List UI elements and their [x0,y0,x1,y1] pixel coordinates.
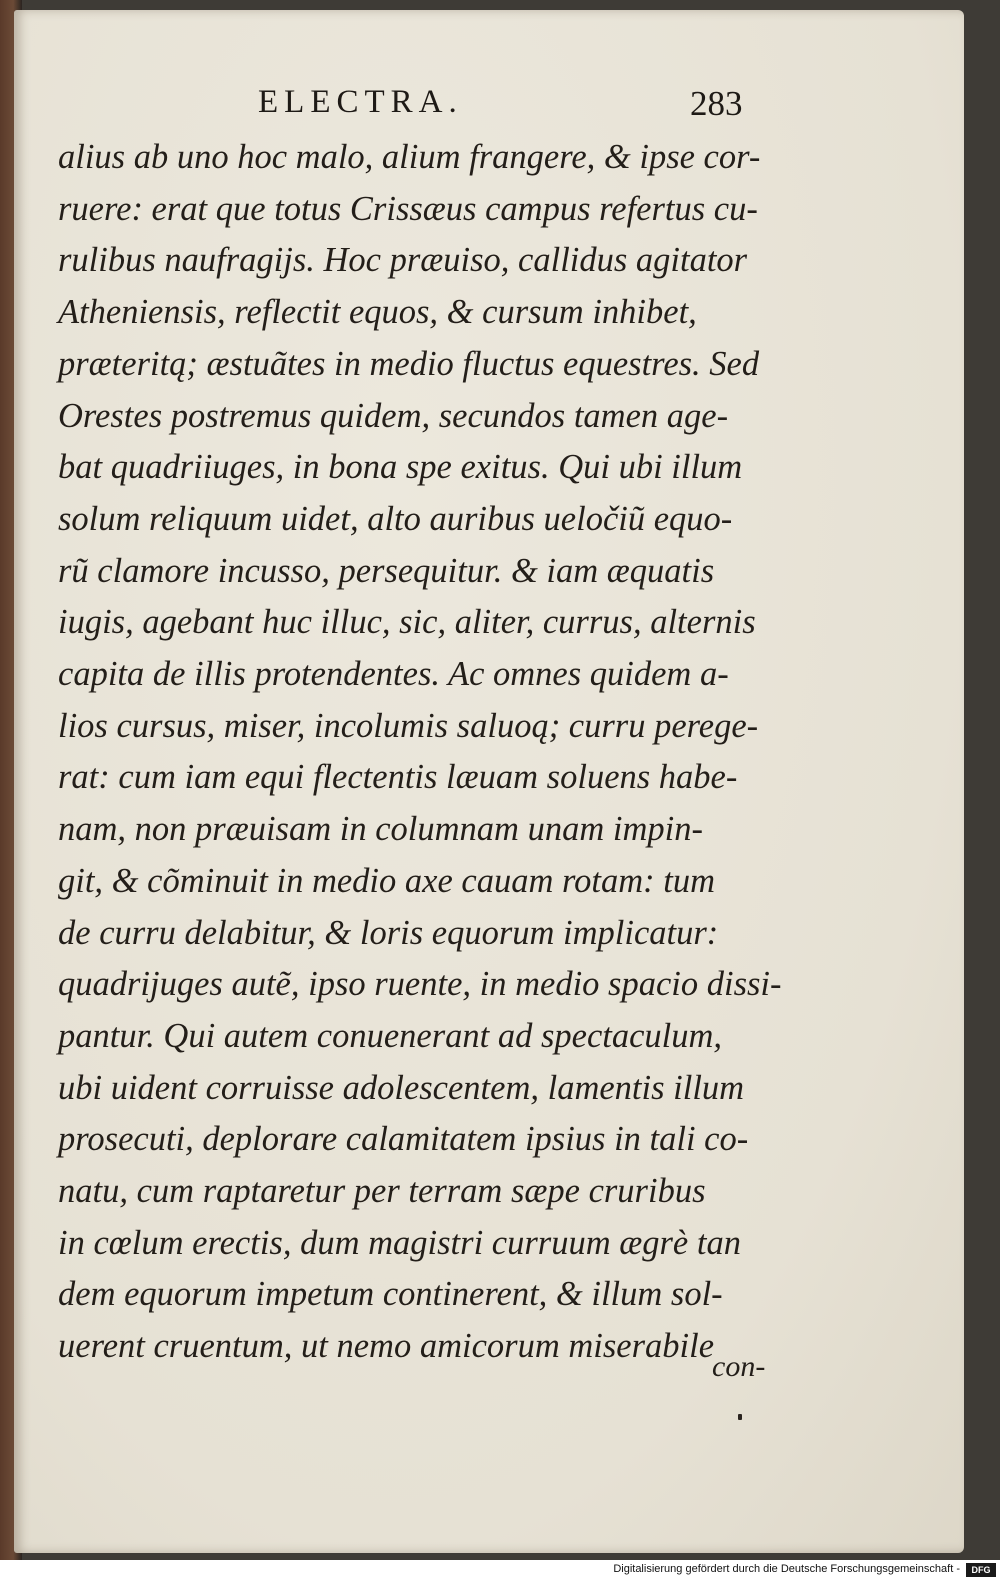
text-line: natu, cum raptaretur per terram sæpe cruribus [58,1172,706,1211]
dfg-logo-icon: DFG [966,1563,996,1577]
text-line: Orestes postremus quidem, secundos tamen age- [58,396,729,435]
text-line: rũ clamore incusso, persequitur. & iam æquatis [58,551,715,590]
text-line: pantur. Qui autem conuenerant ad spectaculum, [58,1016,723,1055]
body-text [58,132,798,1373]
text-line: nam, non præuisam in columnam unam impin- [58,810,703,849]
text-line: solum reliquum uidet, alto auribus ueločiũ equo- [58,499,733,538]
ink-fleck [738,1414,742,1420]
text-line: lios cursus, miser, incolumis saluoą; curru perege- [58,706,759,745]
text-line: quadrijuges autẽ, ipso ruente, in medio spacio dissi- [58,965,782,1004]
text-line: rulibus naufragijs. Hoc præuiso, callidus agitator [58,241,748,280]
text-line: uerent cruentum, ut nemo amicorum miserabile [58,1327,715,1366]
text-line: rat: cum iam equi flectentis læuam soluens habe- [58,758,738,797]
text-line: prosecuti, deplorare calamitatem ipsius in tali co- [58,1120,749,1159]
text-line: capita de illis protendentes. Ac omnes quidem a- [58,655,729,694]
text-line: alius ab uno hoc malo, alium frangere, & ipse cor- [58,138,761,176]
text-line: git, & cõminuit in medio axe cauam rotam: tum [58,861,715,900]
text-line: in cœlum erectis, dum magistri curruum ægrè tan [58,1223,741,1262]
text-line: ubi uident corruisse adolescentem, lamentis illum [58,1068,745,1107]
catchword: con- [712,1350,766,1383]
funding-credit: Digitalisierung gefördert durch die Deutsche Forschungsgemeinschaft - [613,1563,960,1575]
text-line: Atheniensis, reflectit equos, & cursum inhibet, [58,293,697,332]
text-line: bat quadriiuges, in bona spe exitus. Qui ubi illum [58,448,743,487]
running-title: ELECTRA. [258,84,463,120]
text-line: præteritą; æstuãtes in medio fluctus equestres. Sed [58,344,760,383]
text-line: dem equorum impetum continerent, & illum sol- [58,1275,723,1314]
text-line: iugis, agebant huc illuc, sic, aliter, currus, alternis [58,603,756,642]
text-line: de curru delabitur, & loris equorum implicatur: [58,913,719,952]
text-line: ruere: erat que totus Crissæus campus refertus cu- [58,189,758,228]
page-number: 283 [690,84,743,123]
